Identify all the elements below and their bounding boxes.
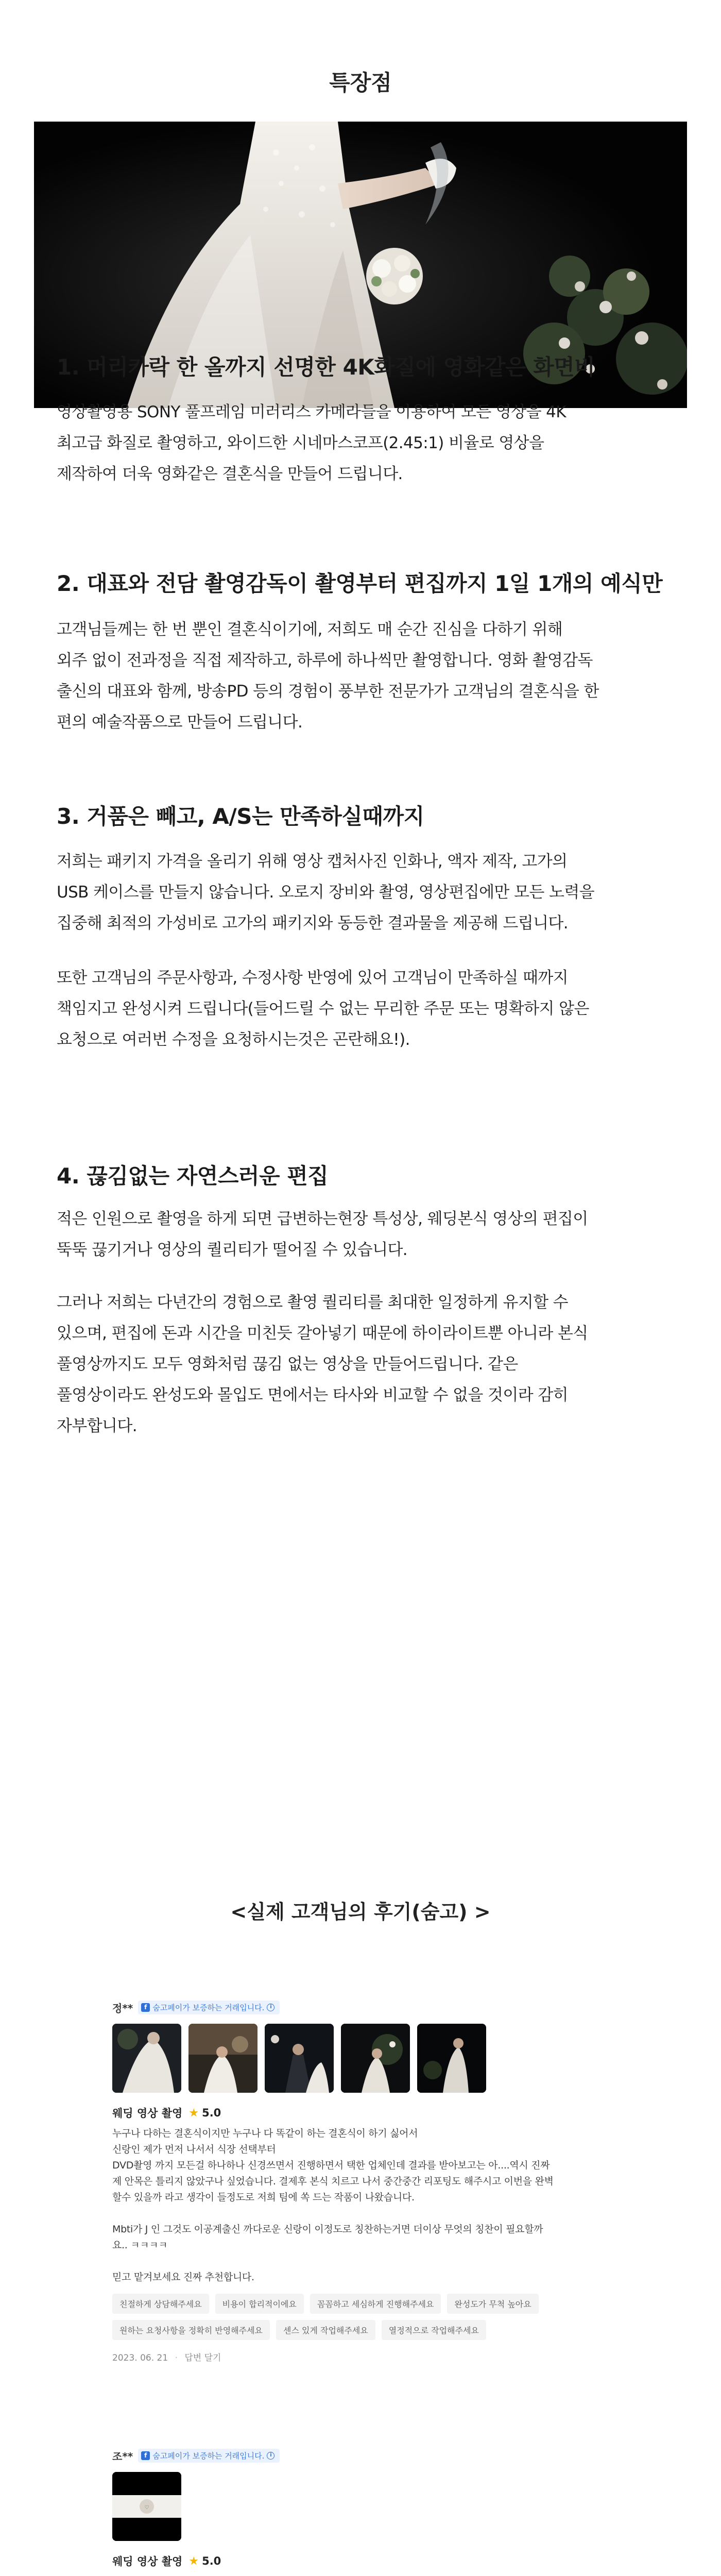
feature-4-line: 자부합니다.: [57, 1417, 137, 1435]
feature-4-body-2: [57, 1287, 675, 1442]
feature-4-title: 4. 끊김없는 자연스러운 편집: [57, 1163, 329, 1189]
feature-4-line: 풀영상이라도 완성도와 몰입도 면에서는 타사와 비교할 수 없을 것이라 감히: [57, 1386, 569, 1404]
review-text-line: [112, 2574, 627, 2576]
separator: ·: [175, 2353, 178, 2363]
review-tag: 센스 있게 작업해주세요: [276, 2320, 375, 2340]
feature-3-title: 3. 거품은 빼고, A/S는 만족하실때까지: [57, 804, 424, 829]
review-date: 2023. 06. 21: [112, 2353, 168, 2363]
verified-badge-label: 숨고페이가 보증하는 거래입니다.: [152, 2003, 265, 2012]
review-meta: [112, 2553, 627, 2569]
feature-2-line: 고객님들께는 한 번 뿐인 결혼식이기에, 저희도 매 순간 진심을 다하기 위해: [57, 620, 563, 639]
review-photo[interactable]: [265, 2024, 334, 2093]
verified-badge[interactable]: [138, 2001, 280, 2014]
feature-4-line: 뚝뚝 끊기거나 영상의 퀄리티가 떨어질 수 있습니다.: [57, 1241, 408, 1259]
review-tag: 원하는 요청사항을 정확히 반영해주세요: [112, 2320, 270, 2340]
feature-4-body: [57, 1204, 675, 1265]
feature-1-line: 최고급 화질로 촬영하고, 와이드한 시네마스코프(2.45:1) 비율로 영상을: [57, 434, 544, 452]
review-photo[interactable]: [188, 2024, 258, 2093]
feature-2-line: 외주 없이 전과정을 직접 제작하고, 하루에 하나씩만 촬영합니다. 영화 촬영감독: [57, 651, 593, 670]
review-photo[interactable]: [417, 2024, 486, 2093]
feature-3-line: 또한 고객님의 주문사항과, 수정사항 반영에 있어 고객님이 만족하실 때까지: [57, 969, 569, 987]
feature-2-body: [57, 614, 675, 738]
feature-3-body: [57, 846, 675, 939]
review-footer: [112, 2350, 627, 2363]
feature-4-line: 적은 인원으로 촬영을 하게 되면 급변하는현장 특성상, 웨딩본식 영상의 편집이: [57, 1210, 588, 1228]
page-title: 특장점: [329, 70, 392, 95]
reviewer-name: 정**: [112, 2002, 133, 2014]
review-tag: 친절하게 상담해주세요: [112, 2294, 209, 2314]
verified-badge[interactable]: [138, 2449, 280, 2463]
star-icon: ★: [188, 2106, 199, 2120]
review-text-line: 할수 있을까 라고 생각이 들정도로 저희 팀에 쏙 드는 작품이 나왔습니다.: [112, 2192, 415, 2203]
review-text: [112, 2574, 627, 2576]
feature-2-title: 2. 대표와 전담 촬영감독이 촬영부터 편집까지 1일 1개의 예식만: [57, 571, 663, 596]
review-product: 웨딩 영상 촬영: [112, 2555, 183, 2568]
feature-1-line: 영상촬영용 SONY 풀프레임 미러리스 카메라들을 이용하여 모든 영상을 4K: [57, 403, 566, 421]
feature-1-body: [57, 397, 675, 489]
review-text-line: Mbti가 J 인 그것도 이공계출신 까다로운 신랑이 이정도로 칭찬하는거면 더이상 무엇의 칭찬이 필요할까: [112, 2224, 543, 2235]
review-text-line: 믿고 맡겨보세요 진짜 추천합니다.: [112, 2272, 254, 2283]
star-icon: ★: [188, 2554, 199, 2568]
reply-link[interactable]: 답변 달기: [184, 2353, 221, 2363]
feature-3-line: 저희는 패키지 가격을 올리기 위해 영상 캡처사진 인화나, 액자 제작, 고가의: [57, 852, 568, 871]
verified-badge-label: 숨고페이가 보증하는 거래입니다.: [152, 2451, 265, 2461]
review-text-line: 요.. ㅋㅋㅋㅋ: [112, 2240, 168, 2251]
reviewer-name: 조**: [112, 2450, 133, 2463]
review-text-line: 신랑인 제가 먼저 나서서 식장 선택부터: [112, 2144, 276, 2155]
feature-3-line: 집중해 최적의 가성비로 고가의 패키지와 동등한 결과물을 제공해 드립니다.: [57, 914, 569, 933]
review-photo[interactable]: [112, 2472, 181, 2541]
review-tag: 열정적으로 작업해주세요: [382, 2320, 486, 2340]
reviews-heading: <실제 고객님의 후기(숨고) >: [230, 1901, 491, 1923]
feature-1-line: 제작하여 더욱 영화같은 결혼식을 만들어 드립니다.: [57, 465, 403, 483]
review-product: 웨딩 영상 촬영: [112, 2107, 183, 2120]
review-score: 5.0: [202, 2107, 221, 2119]
feature-4-line: 그러나 저희는 다년간의 경험으로 촬영 퀄리티를 최대한 일정하게 유지할 수: [57, 1293, 569, 1312]
feature-3-line: USB 케이스를 만들지 않습니다. 오로지 장비와 촬영, 영상편집에만 모든 노력을: [57, 883, 595, 902]
review-card: [112, 2447, 627, 2576]
feature-4-line: 있으며, 편집에 돈과 시간을 미친듯 갈아넣기 때문에 하이라이트뿐 아니라 본식: [57, 1324, 588, 1343]
review-tag: 완성도가 무척 높아요: [447, 2294, 538, 2314]
info-icon[interactable]: i: [267, 2452, 274, 2460]
review-photo[interactable]: [112, 2024, 181, 2093]
feature-3-body-2: [57, 962, 675, 1055]
feature-2-line: 편의 예술작품으로 만들어 드립니다.: [57, 713, 303, 732]
review-card: [112, 1999, 627, 2363]
review-header: [112, 1999, 627, 2015]
review-meta: [112, 2105, 627, 2121]
soomgo-pay-icon: f: [141, 2003, 150, 2012]
review-header: [112, 2447, 627, 2464]
review-tags: [112, 2294, 576, 2340]
feature-2-line: 출신의 대표와 함께, 방송PD 등의 경험이 풍부한 전문가가 고객님의 결혼식을 한: [57, 682, 599, 701]
feature-3-line: 책임지고 완성시켜 드립니다(들어드릴 수 없는 무리한 주문 또는 명확하지 않은: [57, 999, 589, 1018]
review-text-line: DVD촬영 까지 모든걸 하나하나 신경쓰면서 진행하면서 택한 업체인데 결과를 받아보고는 아....역시 진짜: [112, 2160, 550, 2171]
soomgo-pay-icon: f: [141, 2451, 150, 2460]
review-photo[interactable]: [341, 2024, 410, 2093]
feature-4-line: 풀영상까지도 모두 영화처럼 끊김 없는 영상을 만들어드립니다. 같은: [57, 1355, 518, 1374]
review-text: [112, 2126, 627, 2285]
review-score: 5.0: [202, 2555, 221, 2567]
review-photos: [112, 2024, 627, 2093]
review-tag: 비용이 합리적이에요: [215, 2294, 304, 2314]
info-icon[interactable]: i: [267, 2004, 274, 2011]
review-text-line: 제 안목은 틀리지 않았구나 싶었습니다. 결제후 본식 치르고 나서 중간중간 리포팅도 해주시고 이번을 완벽: [112, 2176, 554, 2187]
feature-3-line: 요청으로 여러번 수정을 요청하시는것은 곤란해요!).: [57, 1030, 410, 1049]
feature-1-title: 1. 머리카락 한 올까지 선명한 4K화질에 영화같은 화면비: [57, 354, 595, 380]
review-photos: [112, 2472, 627, 2541]
review-tag: 꼼꼼하고 세심하게 진행해주세요: [310, 2294, 441, 2314]
review-text-line: 누구나 다하는 결혼식이지만 누구나 다 똑같이 하는 결혼식이 하기 싫어서: [112, 2128, 418, 2139]
svg-text:♡: ♡: [144, 2505, 149, 2511]
